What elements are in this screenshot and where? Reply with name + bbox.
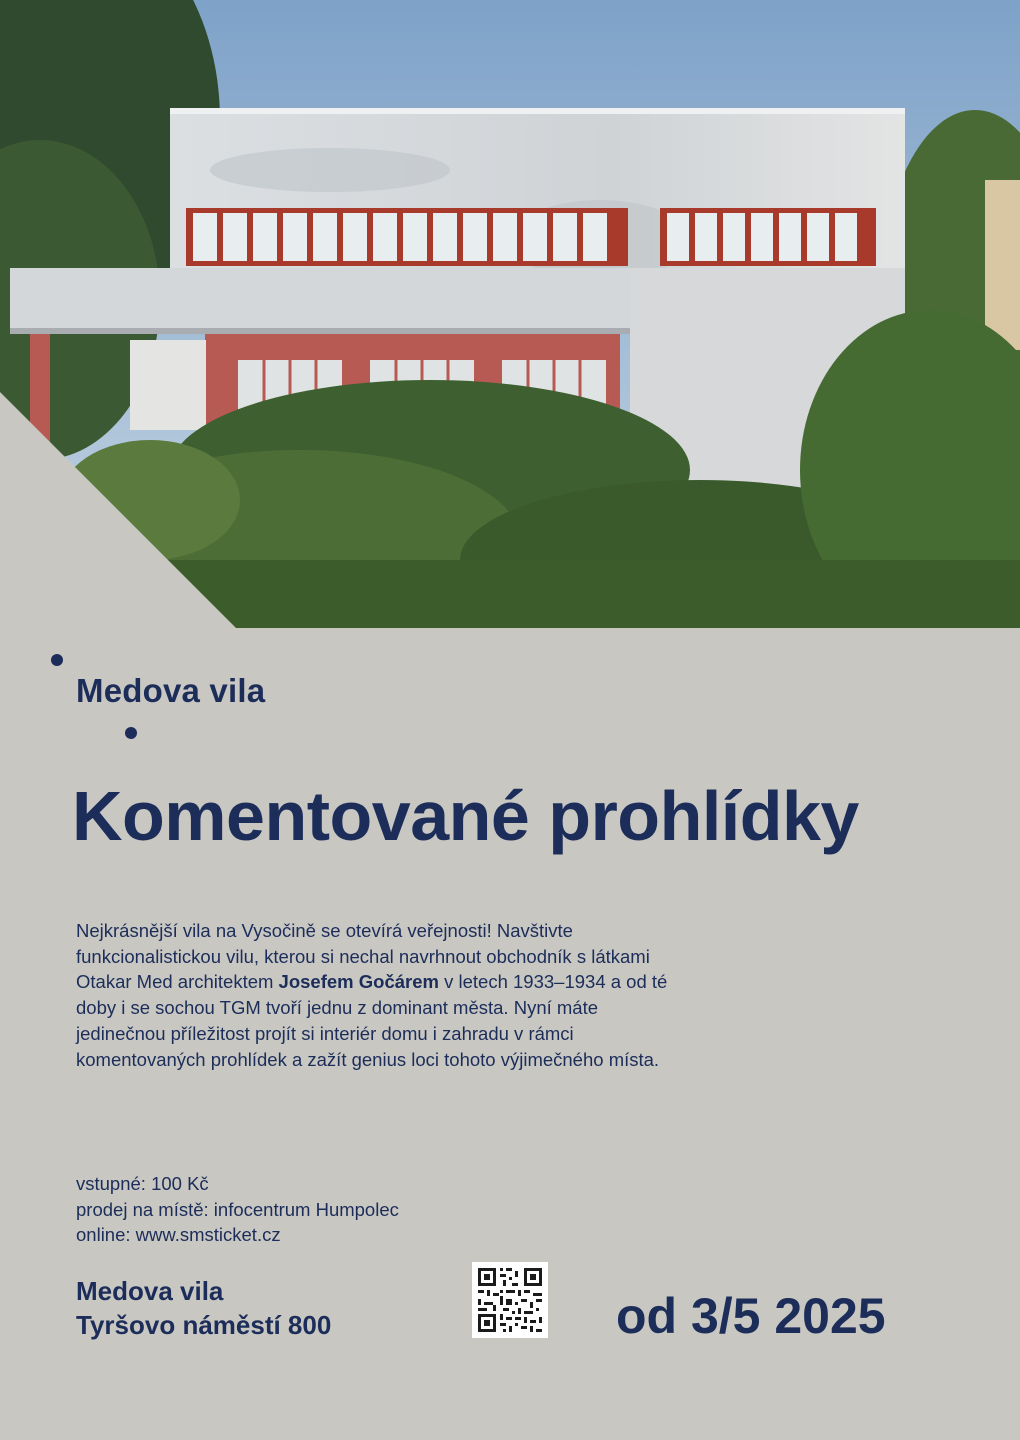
- address: [76, 1274, 331, 1342]
- start-date: od 3/5 2025: [616, 1288, 886, 1344]
- description-architect: Josefem Gočárem: [278, 971, 439, 993]
- description-intro: Nejkrásnější vila na Vysočině se otevírá veřejnosti! Navštivte funkcionalistickou vilu, kterou si nechal navrhnout obchodník s látkami Otakar Med architektem: [76, 920, 650, 993]
- qr-code-icon[interactable]: [472, 1262, 548, 1338]
- ticket-onsite: prodej na místě: infocentrum Humpolec: [76, 1198, 399, 1220]
- ticket-online[interactable]: online: www.smsticket.cz: [76, 1224, 281, 1246]
- address-name: Medova vila: [76, 1276, 224, 1306]
- ticket-price: vstupné: 100 Kč: [76, 1173, 209, 1194]
- villa-photo: [0, 0, 1020, 628]
- venue-subtitle: Medova vila: [76, 672, 266, 709]
- poster-title: Komentované prohlídky: [72, 777, 859, 855]
- description: [76, 918, 676, 1072]
- description-rest: v letech 1933–1934 a od té doby i se sochou TGM tvoří jednu z dominant města. Nyní máte jedinečnou příležitost projít si interiér domu i zahradu v rámci komentovaných prohlídek a zažít genius loci tohoto výjimečného místa.: [76, 971, 668, 1070]
- address-street: Tyršovo náměstí 800: [76, 1310, 332, 1340]
- decor-dot-bottom: [125, 727, 137, 739]
- decor-dot-top: [51, 654, 63, 666]
- ticket-info: [76, 1171, 399, 1248]
